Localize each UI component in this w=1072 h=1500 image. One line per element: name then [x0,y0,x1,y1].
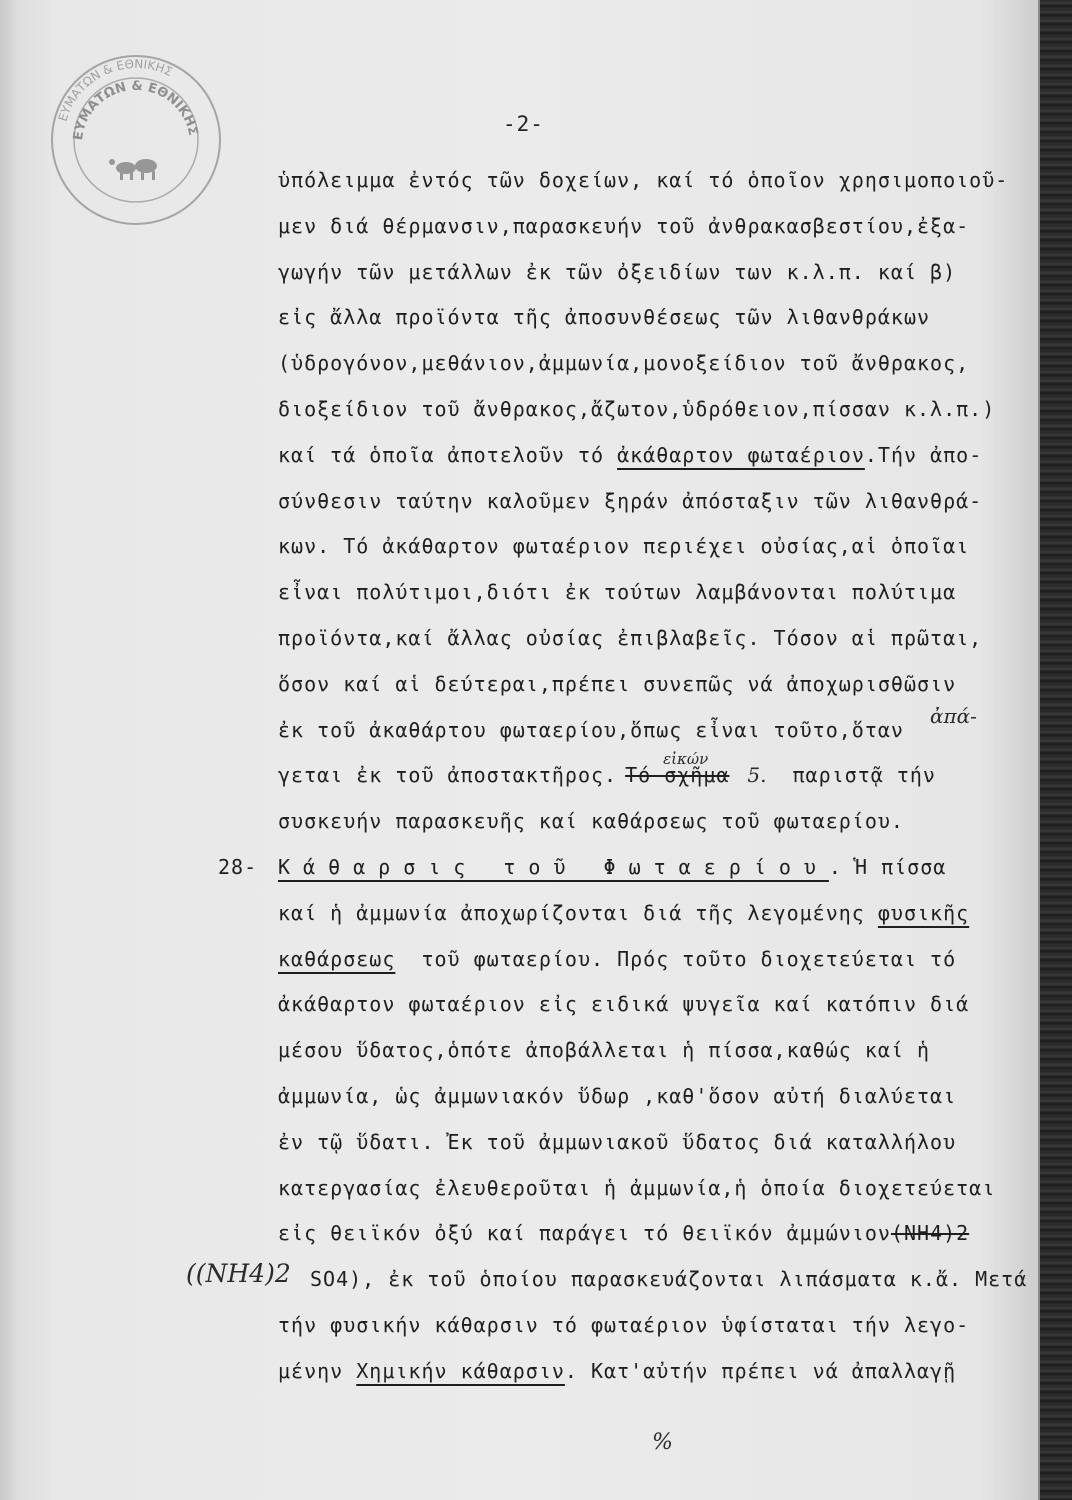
text-line: σύνθεσιν ταύτην καλοῦμεν ξηράν ἀπόσταξιν τῶν λιθανθρά- [278,488,983,513]
text-line: εἰς ἄλλα προϊόντα τῆς ἀποσυνθέσεως τῶν λιθανθράκων [278,305,931,330]
stamp-ring-text: ΕΥΜΑΤΩΝ & ΕΘΝΙΚΗΣ [55,56,175,124]
text-line: μέσου ὕδατος,ὁπότε ἀποβάλλεται ἡ πίσσα,καθώς καί ἡ [278,1038,931,1063]
text-line [278,750,1018,799]
text-line: προϊόντα,καί ἄλλας οὐσίας ἐπιβλαβεῖς. Τόσον αἱ πρῶται, [278,625,983,650]
page-number: -2- [503,112,544,136]
underlined-term: καθάρσεως [278,946,396,971]
text-segment: . Κατ'αὐτήν πρέπει νά ἀπαλλαγῇ [564,1358,957,1383]
text-segment: παριστᾷ τήν [792,763,936,788]
struck-text: Τό σχῆμα [625,763,730,788]
text-segment: γεται ἐκ τοῦ ἀποστακτῆρος. [278,763,618,788]
text-line: ἐν τῷ ὕδατι. Ἐκ τοῦ ἀμμωνιακοῦ ὕδατος διά καταλλήλου [278,1129,957,1154]
text-line: τήν φυσικήν κάθαρσιν τό φωταέριον ὑφίσταται τήν λεγο- [278,1312,970,1337]
stamp-inner-text: ΕΥΜΑΤΩΝ & ΕΘΝΙΚΗΣ [71,78,201,142]
text-line [278,891,1018,937]
text-line [278,1349,1018,1395]
text-segment: εἰς θειϊκόν ὀξύ καί παράγει τό θειϊκόν ἀμμώνιον [278,1221,891,1246]
handwritten-formula: ((NH4)2 [186,1259,291,1289]
text-line: (ὑδρογόνον,μεθάνιον,ἀμμωνία,μονοξείδιον τοῦ ἄνθρακος, [278,351,970,376]
section-number: 28- [218,854,258,879]
text-line: κατεργασίας ἐλευθεροῦται ἡ ἀμμωνία,ἡ ὁποία διοχετεύεται [278,1175,996,1200]
underlined-term: φυσικῆς [877,900,970,925]
section-heading-line [218,845,1018,891]
text-segment: μένην [278,1358,357,1383]
text-line: ὅσον καί αἱ δεύτεραι,πρέπει συνεπῶς νά ἀποχωρισθῶσιν [278,671,957,696]
text-segment: .Τήν ἀπο- [864,442,983,467]
text-line: ὑπόλειμμα ἐντός τῶν δοχείων, καί τό ὁποῖον χρησιμοποιοῦ- [278,168,1009,192]
text-segment: τοῦ φωταερίου. Πρός τοῦτο διοχετεύεται τό [395,946,957,971]
text-line: συσκευήν παρασκευῆς καί καθάρσεως τοῦ φωταερίου. [278,809,904,834]
text-line: ἀκάθαρτον φωταέριον εἰς ειδικά ψυγεῖα καί κατόπιν διά [278,992,970,1017]
text-line [278,703,1018,754]
underlined-term: ἀκάθαρτον φωταέριον [617,442,865,467]
struck-text: (NH4)2 [890,1221,970,1246]
text-line [278,433,1018,479]
text-line: εἶναι πολύτιμοι,διότι ἐκ τούτων λαμβάνονται πολύτιμα [278,580,957,605]
underlined-term: Χημικήν κάθαρσιν [356,1358,565,1383]
text-segment: καί ἡ ἀμμωνία ἀποχωρίζονται διά τῆς λεγομένης [278,900,878,925]
section-title: Κάθαρσις τοῦ Φωταερίου [278,854,829,879]
text-segment: SO4), ἐκ τοῦ ὁποίου παρασκευάζονται λιπάσματα κ.ἄ. Μετά [310,1267,1028,1292]
handwritten-mark: % [652,1430,673,1455]
text-segment: καί τά ὁποῖα ἀποτελοῦν τό [278,442,618,467]
text-line: μεν διά θέρμανσιν,παρασκευήν τοῦ ἀνθρακασβεστίου,ἐξα- [278,213,970,238]
handwritten-correction: ἀπά- [930,703,977,728]
text-line: διοξείδιον τοῦ ἄνθρακος,ἄζωτον,ὑδρόθειον,πίσσαν κ.λ.π.) [278,396,996,421]
text-line [278,1211,1018,1257]
handwritten-correction: εἰκών [663,750,709,769]
handwritten-figure-number: 5. [747,763,767,788]
figure-reference [625,750,730,788]
binding-edge [1038,0,1072,1500]
text-line: γωγήν τῶν μετάλλων ἐκ τῶν ὀξειδίων των κ.λ.π. καί β) [278,259,957,284]
stamp-emblem-icon [109,159,157,180]
text-segment: ἐκ τοῦ ἀκαθάρτου φωταερίου,ὅπως εἶναι τοῦτο,ὅταν [278,717,904,742]
body-text [186,158,1028,1395]
library-stamp [46,40,226,230]
text-line [278,937,1018,983]
text-line [186,1257,1028,1303]
text-segment: . Ἡ πίσσα [828,854,947,879]
text-line: κων. Τό ἀκάθαρτον φωταέριον περιέχει οὐσίας,αἱ ὁποῖαι [278,534,970,559]
text-line: ἀμμωνία, ὡς ἀμμωνιακόν ὕδωρ ,καθ'ὅσον αὐτή διαλύεται [278,1083,957,1108]
